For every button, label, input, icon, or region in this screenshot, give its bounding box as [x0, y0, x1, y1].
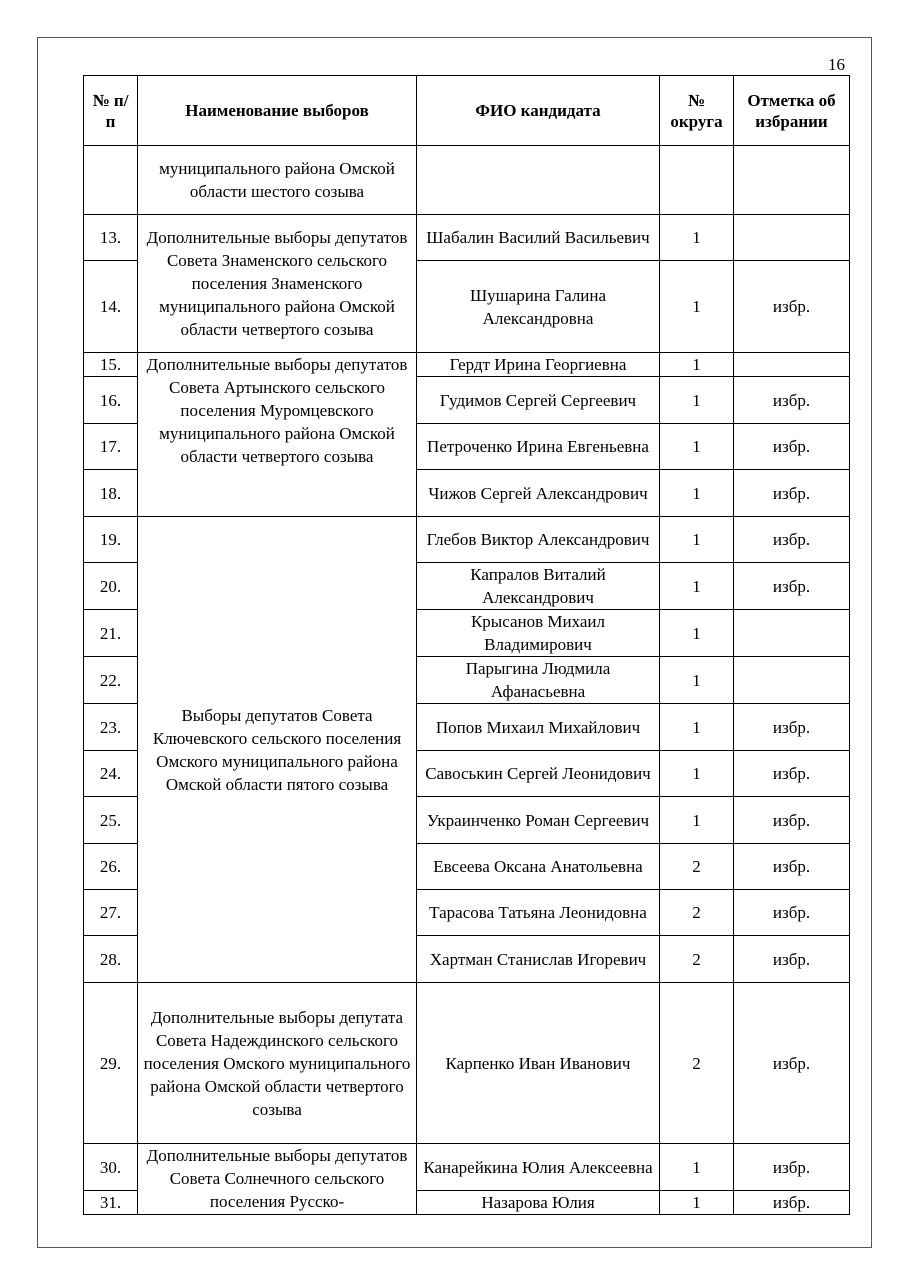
election-mark: избр.: [734, 517, 850, 563]
candidate-name: Гудимов Сергей Сергеевич: [417, 377, 660, 424]
district-number: [660, 146, 734, 215]
row-num: 17.: [84, 424, 138, 470]
row-num: 23.: [84, 704, 138, 751]
row-num: 21.: [84, 610, 138, 657]
district-number: 1: [660, 377, 734, 424]
candidate-name: Евсеева Оксана Анатольевна: [417, 844, 660, 890]
row-num: 20.: [84, 563, 138, 610]
candidate-name: Гердт Ирина Георгиевна: [417, 353, 660, 377]
election-mark: [734, 146, 850, 215]
district-number: 1: [660, 353, 734, 377]
row-num: 27.: [84, 890, 138, 936]
header-num: № п/п: [84, 76, 138, 146]
row-num: 24.: [84, 751, 138, 797]
row-num: 28.: [84, 936, 138, 983]
candidate-name: Шушарина Галина Александровна: [417, 261, 660, 353]
election-name: Дополнительные выборы депутата Совета Надеждинского сельского поселения Омского муниципального района Омской области четвертого созыва: [138, 983, 417, 1144]
district-number: 1: [660, 610, 734, 657]
election-mark: [734, 353, 850, 377]
election-mark: избр.: [734, 983, 850, 1144]
district-number: 2: [660, 844, 734, 890]
candidate-name: Глебов Виктор Александрович: [417, 517, 660, 563]
election-mark: избр.: [734, 261, 850, 353]
election-mark: избр.: [734, 936, 850, 983]
district-number: 1: [660, 1144, 734, 1191]
row-num: 19.: [84, 517, 138, 563]
candidate-name: Шабалин Василий Васильевич: [417, 215, 660, 261]
district-number: 1: [660, 470, 734, 517]
row-num: 26.: [84, 844, 138, 890]
row-num: 15.: [84, 353, 138, 377]
candidate-name: Канарейкина Юлия Алексеевна: [417, 1144, 660, 1191]
district-number: 1: [660, 517, 734, 563]
row-num: 30.: [84, 1144, 138, 1191]
row-num: 22.: [84, 657, 138, 704]
election-name: Выборы депутатов Совета Ключевского сельского поселения Омского муниципального района Омской области пятого созыва: [138, 517, 417, 983]
election-mark: [734, 610, 850, 657]
row-num: 25.: [84, 797, 138, 844]
candidate-name: Тарасова Татьяна Леонидовна: [417, 890, 660, 936]
election-name: Дополнительные выборы депутатов Совета Знаменского сельского поселения Знаменского муниципального района Омской области четвертого созыва: [138, 215, 417, 353]
candidate-name: Крысанов Михаил Владимирович: [417, 610, 660, 657]
district-number: 2: [660, 983, 734, 1144]
district-number: 1: [660, 424, 734, 470]
election-mark: избр.: [734, 751, 850, 797]
election-name: Дополнительные выборы депутатов Совета Солнечного сельского поселения Русско-: [138, 1144, 417, 1215]
row-num: [84, 146, 138, 215]
candidate-name: Попов Михаил Михайлович: [417, 704, 660, 751]
district-number: 1: [660, 797, 734, 844]
election-mark: избр.: [734, 797, 850, 844]
election-mark: избр.: [734, 563, 850, 610]
election-mark: избр.: [734, 844, 850, 890]
row-num: 14.: [84, 261, 138, 353]
table-row: [84, 983, 850, 1144]
row-num: 16.: [84, 377, 138, 424]
elections-table: [83, 75, 850, 1215]
row-num: 29.: [84, 983, 138, 1144]
election-name: Дополнительные выборы депутатов Совета Артынского сельского поселения Муромцевского муниципального района Омской области четвертого созыва: [138, 353, 417, 517]
row-num: 31.: [84, 1191, 138, 1215]
district-number: 1: [660, 1191, 734, 1215]
election-mark: избр.: [734, 1191, 850, 1215]
election-mark: избр.: [734, 1144, 850, 1191]
table-row: [84, 1144, 850, 1191]
page-number: 16: [828, 55, 845, 74]
district-number: 2: [660, 936, 734, 983]
row-num: 13.: [84, 215, 138, 261]
election-mark: избр.: [734, 377, 850, 424]
district-number: 1: [660, 261, 734, 353]
election-mark: избр.: [734, 704, 850, 751]
election-mark: [734, 215, 850, 261]
candidate-name: Савоськин Сергей Леонидович: [417, 751, 660, 797]
candidate-name: Петроченко Ирина Евгеньевна: [417, 424, 660, 470]
candidate-name: [417, 146, 660, 215]
table-row: [84, 353, 850, 377]
district-number: 2: [660, 890, 734, 936]
candidate-name: Парыгина Людмила Афанасьевна: [417, 657, 660, 704]
row-num: 18.: [84, 470, 138, 517]
candidate-name: Чижов Сергей Александрович: [417, 470, 660, 517]
table-row: [84, 517, 850, 563]
district-number: 1: [660, 704, 734, 751]
header-election: Наименование выборов: [138, 76, 417, 146]
table-row: [84, 215, 850, 261]
table-header: [84, 76, 850, 146]
candidate-name: Хартман Станислав Игоревич: [417, 936, 660, 983]
header-mark: Отметка об избрании: [734, 76, 850, 146]
table-row: [84, 146, 850, 215]
district-number: 1: [660, 751, 734, 797]
district-number: 1: [660, 657, 734, 704]
district-number: 1: [660, 215, 734, 261]
election-name: муниципального района Омской области шестого созыва: [138, 146, 417, 215]
header-candidate: ФИО кандидата: [417, 76, 660, 146]
candidate-name: Украинченко Роман Сергеевич: [417, 797, 660, 844]
election-mark: избр.: [734, 424, 850, 470]
election-mark: избр.: [734, 890, 850, 936]
header-district: № округа: [660, 76, 734, 146]
candidate-name: Назарова Юлия: [417, 1191, 660, 1215]
candidate-name: Карпенко Иван Иванович: [417, 983, 660, 1144]
district-number: 1: [660, 563, 734, 610]
election-mark: избр.: [734, 470, 850, 517]
candidate-name: Капралов Виталий Александрович: [417, 563, 660, 610]
election-mark: [734, 657, 850, 704]
